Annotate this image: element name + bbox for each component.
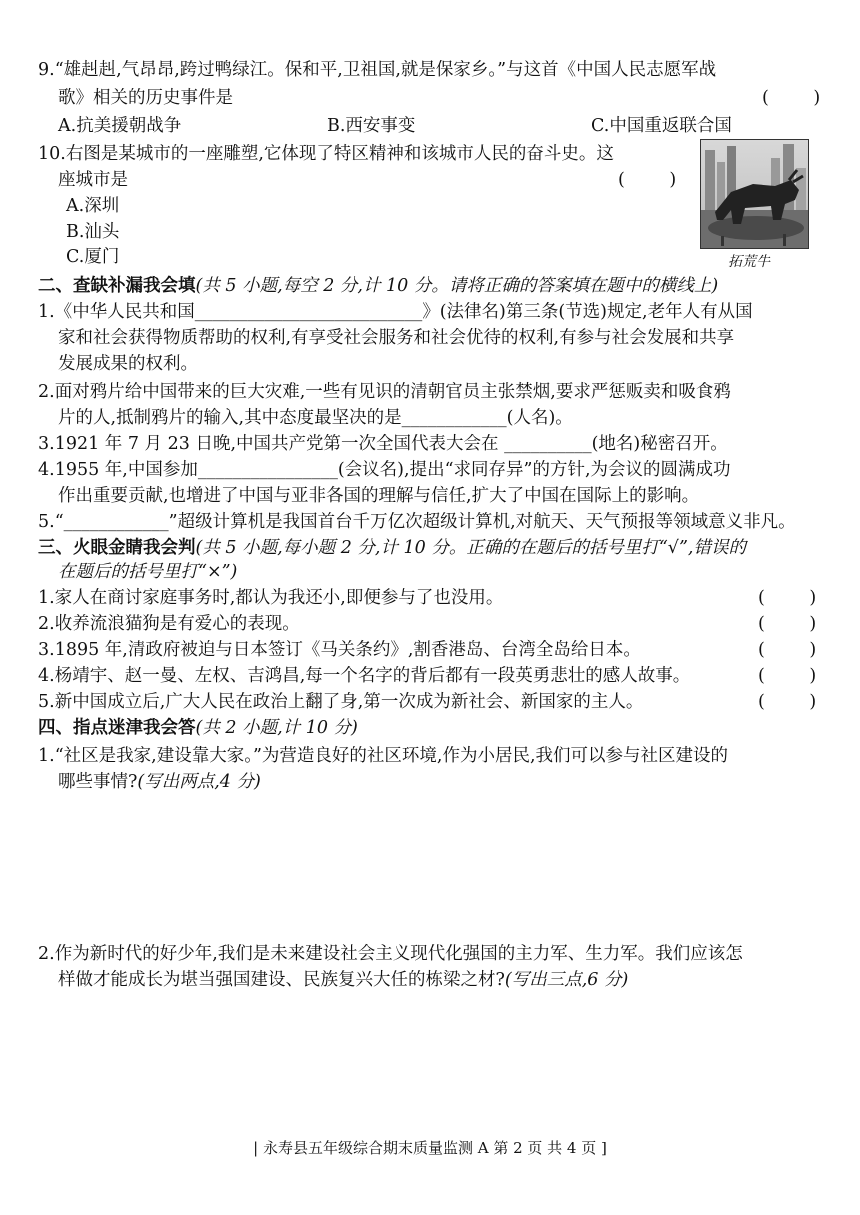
q9-answer-parens: ( ) (762, 88, 821, 108)
fill-q5: 5.“____________”超级计算机是我国首台千万亿次超级计算机,对航天、天气预报等领域意义非凡。 (38, 512, 796, 532)
section-3-instructions-cont (58, 560, 237, 584)
section-3-instructions-line2: 在题后的括号里打“×”) (58, 562, 238, 582)
fill-q4-line1: 4.1955 年,中国参加________________(会议名),提出“求同存异”的方针,为会议的圆满成功 (38, 460, 731, 480)
answer-q1-line1: 1.“社区是我家,建设靠大家。”为营造良好的社区环境,作为小居民,我们可以参与社区建设的 (38, 746, 729, 766)
section-3-title: 三、火眼金睛我会判 (38, 538, 196, 558)
q9-option-b: B.西安事变 (327, 116, 416, 136)
judge-q2-parens: ( ) (758, 614, 817, 634)
answer-q2-line2 (58, 968, 628, 992)
q10-stem-line1: 10.右图是某城市的一座雕塑,它体现了特区精神和该城市人民的奋斗史。这 (38, 144, 614, 164)
answer-q2-text: 样做才能成长为堪当强国建设、民族复兴大任的栋梁之材? (58, 970, 505, 990)
section-4-heading (38, 716, 358, 740)
fill-q2-line2: 片的人,抵制鸦片的输入,其中态度最坚决的是____________(人名)。 (58, 408, 573, 428)
q10-option-a: A.深圳 (66, 196, 120, 216)
answer-q2-line1: 2.作为新时代的好少年,我们是未来建设社会主义现代化强国的主力军、生力军。我们应该怎 (38, 944, 743, 964)
fill-q1-line1: 1.《中华人民共和国__________________________》(法律名)第三条(节选)规定,老年人有从国 (38, 302, 753, 322)
judge-q5: 5.新中国成立后,广大人民在政治上翻了身,第一次成为新社会、新国家的主人。 (38, 692, 644, 712)
q9-stem-line1: 9.“雄赳赳,气昂昂,跨过鸭绿江。保和平,卫祖国,就是保家乡。”与这首《中国人民志愿军战 (38, 60, 717, 80)
section-4-title: 四、指点迷津我会答 (38, 718, 196, 738)
judge-q3: 3.1895 年,清政府被迫与日本签订《马关条约》,割香港岛、台湾全岛给日本。 (38, 640, 641, 660)
q9-option-a: A.抗美援朝战争 (58, 116, 182, 136)
section-2-heading (38, 274, 718, 298)
section-2-instructions: (共 5 小题,每空 2 分,计 10 分。请将正确的答案填在题中的横线上) (195, 276, 719, 296)
fill-q4-line2: 作出重要贡献,也增进了中国与亚非各国的理解与信任,扩大了中国在国际上的影响。 (58, 486, 700, 506)
photo-caption: 拓荒牛 (728, 254, 770, 270)
bull-sculpture-photo (700, 139, 809, 249)
section-2-title: 二、查缺补漏我会填 (38, 276, 196, 296)
q9-option-c: C.中国重返联合国 (591, 116, 732, 136)
answer-q1-points: (写出两点,4 分) (137, 772, 261, 792)
fill-q2-line1: 2.面对鸦片给中国带来的巨大灾难,一些有见识的清朝官员主张禁烟,要求严惩贩卖和吸食鸦 (38, 382, 731, 402)
q10-stem-line2: 座城市是 (58, 170, 128, 190)
answer-q1-text: 哪些事情? (58, 772, 138, 792)
answer-q2-points: (写出三点,6 分) (504, 970, 629, 990)
judge-q1-parens: ( ) (758, 588, 817, 608)
section-3-instructions-line1: (共 5 小题,每小题 2 分,计 10 分。正确的在题后的括号里打“√”,错误的 (195, 538, 746, 558)
judge-q2: 2.收养流浪猫狗是有爱心的表现。 (38, 614, 300, 634)
judge-q3-parens: ( ) (758, 640, 817, 660)
q10-answer-parens: ( ) (618, 170, 677, 190)
judge-q1: 1.家人在商讨家庭事务时,都认为我还小,即便参与了也没用。 (38, 588, 504, 608)
section-3-heading (38, 536, 746, 560)
judge-q5-parens: ( ) (758, 692, 817, 712)
judge-q4-parens: ( ) (758, 666, 817, 686)
fill-q1-line2: 家和社会获得物质帮助的权利,有享受社会服务和社会优待的权利,有参与社会发展和共享 (58, 328, 735, 348)
judge-q4: 4.杨靖宇、赵一曼、左权、吉鸿昌,每一个名字的背后都有一段英勇悲壮的感人故事。 (38, 666, 691, 686)
q10-option-c: C.厦门 (66, 247, 120, 267)
q9-stem-line2: 歌》相关的历史事件是 (58, 88, 233, 108)
answer-q1-line2 (58, 770, 261, 794)
q10-option-b: B.汕头 (66, 222, 120, 242)
page-footer: | 永寿县五年级综合期末质量监测 A 第 2 页 共 4 页 ] (253, 1139, 607, 1157)
section-4-instructions: (共 2 小题,计 10 分) (195, 718, 358, 738)
fill-q3: 3.1921 年 7 月 23 日晚,中国共产党第一次全国代表大会在 __________(地名)秘密召开。 (38, 434, 728, 454)
fill-q1-line3: 发展成果的权利。 (58, 354, 198, 374)
